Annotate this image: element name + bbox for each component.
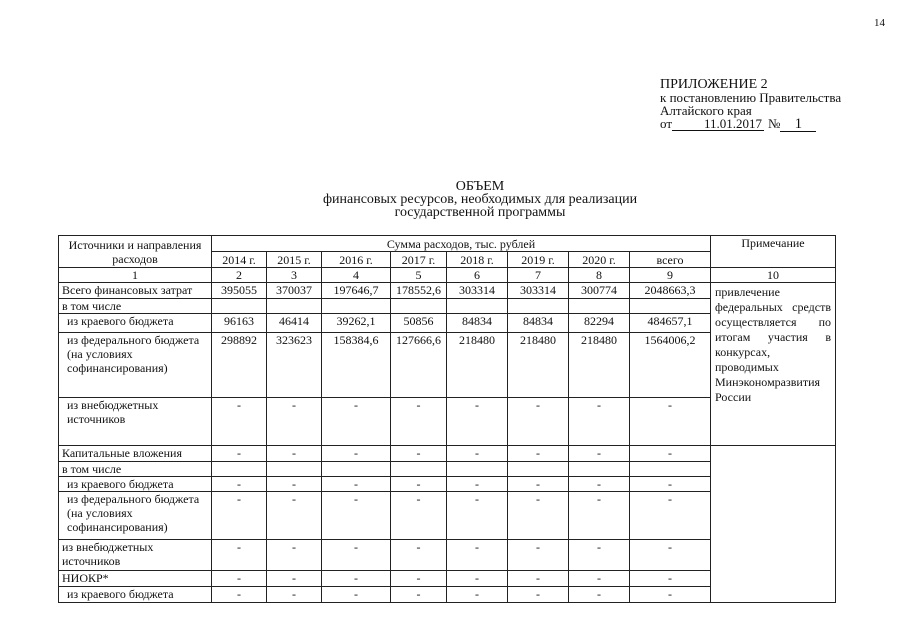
row-value bbox=[447, 462, 508, 477]
row-value: 395055 bbox=[212, 283, 267, 299]
row-value: - bbox=[508, 587, 569, 603]
row-value: 84834 bbox=[447, 314, 508, 333]
row-value: - bbox=[569, 587, 630, 603]
row-value: 298892 bbox=[212, 333, 267, 398]
row-value: - bbox=[630, 540, 711, 571]
row-value: - bbox=[569, 492, 630, 540]
row-value: - bbox=[391, 477, 447, 492]
row-value: - bbox=[447, 398, 508, 446]
row-value bbox=[322, 462, 391, 477]
row-value: 127666,6 bbox=[391, 333, 447, 398]
column-number: 2 bbox=[212, 268, 267, 283]
header-year: 2018 г. bbox=[447, 252, 508, 268]
header-year: 2016 г. bbox=[322, 252, 391, 268]
row-value bbox=[569, 462, 630, 477]
column-number: 5 bbox=[391, 268, 447, 283]
row-value bbox=[267, 462, 322, 477]
row-value: - bbox=[267, 540, 322, 571]
column-number: 1 bbox=[59, 268, 212, 283]
column-number: 4 bbox=[322, 268, 391, 283]
title-line-3: государственной программы bbox=[394, 205, 566, 220]
row-value: - bbox=[391, 571, 447, 587]
row-value bbox=[391, 462, 447, 477]
row-value: - bbox=[569, 446, 630, 462]
appendix-line-1: к постановлению Правительства bbox=[660, 90, 842, 105]
row-value: 96163 bbox=[212, 314, 267, 333]
row-value: - bbox=[212, 540, 267, 571]
row-value: - bbox=[322, 587, 391, 603]
row-value: - bbox=[508, 398, 569, 446]
row-label: из федерального бюджета (на условиях софинансирования) bbox=[59, 492, 212, 540]
row-value: 484657,1 bbox=[630, 314, 711, 333]
row-value: - bbox=[322, 571, 391, 587]
row-value: 84834 bbox=[508, 314, 569, 333]
row-label: в том числе bbox=[59, 299, 212, 314]
row-label: Всего финансовых затрат bbox=[59, 283, 212, 299]
row-value: - bbox=[267, 446, 322, 462]
row-value bbox=[630, 299, 711, 314]
row-value: - bbox=[322, 492, 391, 540]
row-value bbox=[212, 299, 267, 314]
row-value: - bbox=[212, 587, 267, 603]
row-label: из краевого бюджета bbox=[59, 477, 212, 492]
row-value: 1564006,2 bbox=[630, 333, 711, 398]
row-value: - bbox=[630, 477, 711, 492]
appendix-block bbox=[660, 78, 841, 132]
row-value: 82294 bbox=[569, 314, 630, 333]
row-label: в том числе bbox=[59, 462, 212, 477]
column-number: 10 bbox=[711, 268, 836, 283]
row-value: - bbox=[630, 446, 711, 462]
row-value: 218480 bbox=[447, 333, 508, 398]
row-value: - bbox=[569, 540, 630, 571]
row-value: - bbox=[267, 398, 322, 446]
row-value: - bbox=[322, 477, 391, 492]
row-label: из внебюджетных источников bbox=[59, 398, 212, 446]
row-value: - bbox=[267, 477, 322, 492]
row-label: Капитальные вложения bbox=[59, 446, 212, 462]
header-year: 2014 г. bbox=[212, 252, 267, 268]
row-value: - bbox=[447, 477, 508, 492]
appendix-title: ПРИЛОЖЕНИЕ 2 bbox=[660, 77, 768, 92]
row-value: 178552,6 bbox=[391, 283, 447, 299]
row-value: - bbox=[391, 492, 447, 540]
page-number: 14 bbox=[874, 17, 885, 29]
row-value: - bbox=[569, 571, 630, 587]
row-value: - bbox=[508, 571, 569, 587]
row-value: - bbox=[212, 571, 267, 587]
row-value: 46414 bbox=[267, 314, 322, 333]
row-value: - bbox=[322, 446, 391, 462]
row-value: - bbox=[391, 446, 447, 462]
row-value: - bbox=[212, 446, 267, 462]
row-label: из федерального бюджета (на условиях софинансирования) bbox=[59, 333, 212, 398]
from-label: от bbox=[660, 116, 673, 131]
row-value: 303314 bbox=[447, 283, 508, 299]
column-number: 9 bbox=[630, 268, 711, 283]
appendix-date-line bbox=[660, 117, 841, 132]
header-sources: Источники и направления расходов bbox=[59, 236, 212, 268]
row-value bbox=[508, 299, 569, 314]
row-value: - bbox=[267, 492, 322, 540]
header-total: всего bbox=[630, 252, 711, 268]
resolution-date: 11.01.2017 bbox=[672, 117, 764, 131]
column-number-row bbox=[59, 268, 836, 283]
column-number: 7 bbox=[508, 268, 569, 283]
row-value bbox=[322, 299, 391, 314]
resolution-number: 1 bbox=[780, 118, 816, 132]
row-value: - bbox=[630, 492, 711, 540]
header-row bbox=[59, 236, 836, 252]
document-title bbox=[250, 180, 710, 219]
row-value: - bbox=[447, 540, 508, 571]
row-value bbox=[447, 299, 508, 314]
row-value: - bbox=[508, 477, 569, 492]
row-value bbox=[569, 299, 630, 314]
row-value: - bbox=[508, 492, 569, 540]
header-year: 2015 г. bbox=[267, 252, 322, 268]
row-label: из краевого бюджета bbox=[59, 587, 212, 603]
column-number: 6 bbox=[447, 268, 508, 283]
header-year: 2017 г. bbox=[391, 252, 447, 268]
row-value: - bbox=[569, 477, 630, 492]
row-value: - bbox=[391, 587, 447, 603]
row-label: из краевого бюджета bbox=[59, 314, 212, 333]
row-value: 218480 bbox=[569, 333, 630, 398]
row-value: - bbox=[212, 492, 267, 540]
row-value: 370037 bbox=[267, 283, 322, 299]
row-value: - bbox=[447, 492, 508, 540]
row-value bbox=[212, 462, 267, 477]
row-value: - bbox=[447, 571, 508, 587]
title-line-1: ОБЪЕМ bbox=[455, 179, 505, 194]
row-value: - bbox=[569, 398, 630, 446]
row-value: 323623 bbox=[267, 333, 322, 398]
table-row bbox=[59, 283, 836, 299]
row-value: - bbox=[447, 587, 508, 603]
row-value: 300774 bbox=[569, 283, 630, 299]
row-value: - bbox=[630, 398, 711, 446]
row-value: - bbox=[447, 446, 508, 462]
title-line-2: финансовых ресурсов, необходимых для реализации bbox=[322, 192, 638, 207]
row-label: НИОКР* bbox=[59, 571, 212, 587]
row-value: 218480 bbox=[508, 333, 569, 398]
column-number: 3 bbox=[267, 268, 322, 283]
row-value: - bbox=[391, 540, 447, 571]
row-value: 158384,6 bbox=[322, 333, 391, 398]
financing-table bbox=[58, 235, 836, 603]
row-label: из внебюджетных источников bbox=[59, 540, 212, 571]
header-note: Примечание bbox=[711, 236, 836, 268]
appendix-line-2: Алтайского края bbox=[660, 103, 752, 118]
row-value: - bbox=[212, 398, 267, 446]
row-value: - bbox=[322, 398, 391, 446]
row-value: - bbox=[267, 587, 322, 603]
row-value: - bbox=[630, 587, 711, 603]
header-amount: Сумма расходов, тыс. рублей bbox=[212, 236, 711, 252]
row-value: - bbox=[391, 398, 447, 446]
table-row bbox=[59, 446, 836, 462]
number-label: № bbox=[768, 116, 781, 131]
note-empty-cell bbox=[711, 446, 836, 603]
row-value: - bbox=[508, 540, 569, 571]
header-year: 2019 г. bbox=[508, 252, 569, 268]
row-value: - bbox=[322, 540, 391, 571]
row-value: 50856 bbox=[391, 314, 447, 333]
header-year: 2020 г. bbox=[569, 252, 630, 268]
note-cell: привлечение федеральных средств осуществляется по итогам участия в конкурсах, проводимых Минэкономразвития России bbox=[711, 283, 836, 446]
row-value: - bbox=[508, 446, 569, 462]
row-value bbox=[391, 299, 447, 314]
row-value bbox=[630, 462, 711, 477]
row-value: 39262,1 bbox=[322, 314, 391, 333]
row-value bbox=[508, 462, 569, 477]
row-value: - bbox=[267, 571, 322, 587]
row-value bbox=[267, 299, 322, 314]
row-value: - bbox=[212, 477, 267, 492]
row-value: 197646,7 bbox=[322, 283, 391, 299]
row-value: 303314 bbox=[508, 283, 569, 299]
column-number: 8 bbox=[569, 268, 630, 283]
row-value: - bbox=[630, 571, 711, 587]
row-value: 2048663,3 bbox=[630, 283, 711, 299]
